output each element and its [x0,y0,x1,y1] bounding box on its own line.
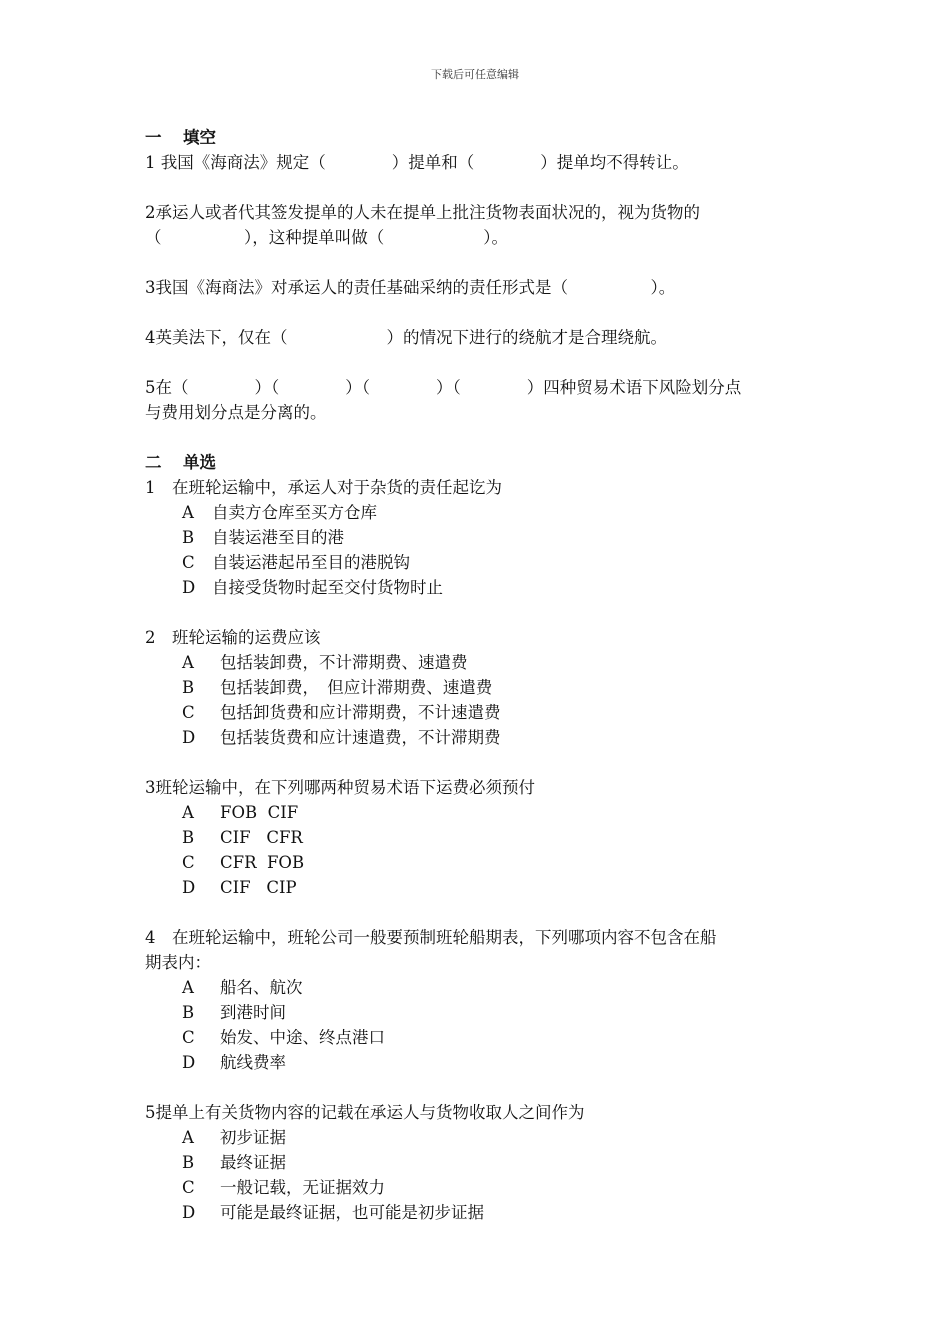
option-a: A 初步证据 [182,1128,286,1147]
option-d: D 航线费率 [182,1053,286,1072]
document-body [145,125,810,1225]
option-b: B 到港时间 [182,1003,286,1022]
choice-question-5: 5提单上有关货物内容的记载在承运人与货物收取人之间作为 [145,1103,585,1122]
option-c: C 始发、中途、终点港口 [182,1028,385,1047]
option-a: A FOB CIF [182,803,299,822]
option-b: B 包括装卸费， 但应计滞期费、速遣费 [182,678,493,697]
choice-question-4-line-1: 4 在班轮运输中，班轮公司一般要预制班轮船期表，下列哪项内容不包含在船 [145,928,717,947]
option-d: D 包括装货费和应计速遣费，不计滞期费 [182,728,501,747]
fill-question-5-line-1: 5在（ ）（ ）（ ）（ ）四种贸易术语下风险划分点 [145,378,742,397]
section-title: 填空 [183,128,216,147]
option-b: B 自装运港至目的港 [182,528,344,547]
option-d: D 可能是最终证据，也可能是初步证据 [182,1203,484,1222]
page-header: 下载后可任意编辑 [431,68,519,81]
section-number: 一 [145,128,162,147]
fill-question-4: 4英美法下，仅在（ ）的情况下进行的绕航才是合理绕航。 [145,328,667,347]
option-b: B 最终证据 [182,1153,286,1172]
section-number: 二 [145,453,162,472]
option-d: D 自接受货物时起至交付货物时止 [182,578,443,597]
choice-question-4-line-2: 期表内： [145,953,211,972]
option-c: C 自装运港起吊至目的港脱钩 [182,553,410,572]
option-c: C CFR FOB [182,853,305,872]
fill-question-5-line-2: 与费用划分点是分离的。 [145,403,327,422]
option-c: C 一般记载，无证据效力 [182,1178,385,1197]
fill-question-2-line-1: 2承运人或者代其签发提单的人未在提单上批注货物表面状况的，视为货物的 [145,203,700,222]
choice-question-1: 1 在班轮运输中，承运人对于杂货的责任起讫为 [145,478,502,497]
option-a: A 船名、航次 [182,978,303,997]
fill-question-1: 1 我国《海商法》规定（ ）提单和（ ）提单均不得转让。 [145,153,689,172]
option-d: D CIF CIP [182,878,297,897]
option-a: A 自卖方仓库至买方仓库 [182,503,377,522]
choice-question-3: 3班轮运输中，在下列哪两种贸易术语下运费必须预付 [145,778,535,797]
section-title: 单选 [183,453,216,472]
choice-question-2: 2 班轮运输的运费应该 [145,628,321,647]
option-a: A 包括装卸费，不计滞期费、速遣费 [182,653,468,672]
option-b: B CIF CFR [182,828,303,847]
section-heading-fill-in [145,125,810,150]
section-heading-single-choice [145,450,810,475]
option-c: C 包括卸货费和应计滞期费，不计速遣费 [182,703,501,722]
fill-question-3: 3我国《海商法》对承运人的责任基础采纳的责任形式是（ ）。 [145,278,676,297]
fill-question-2-line-2: （ ），这种提单叫做（ ）。 [145,228,508,247]
